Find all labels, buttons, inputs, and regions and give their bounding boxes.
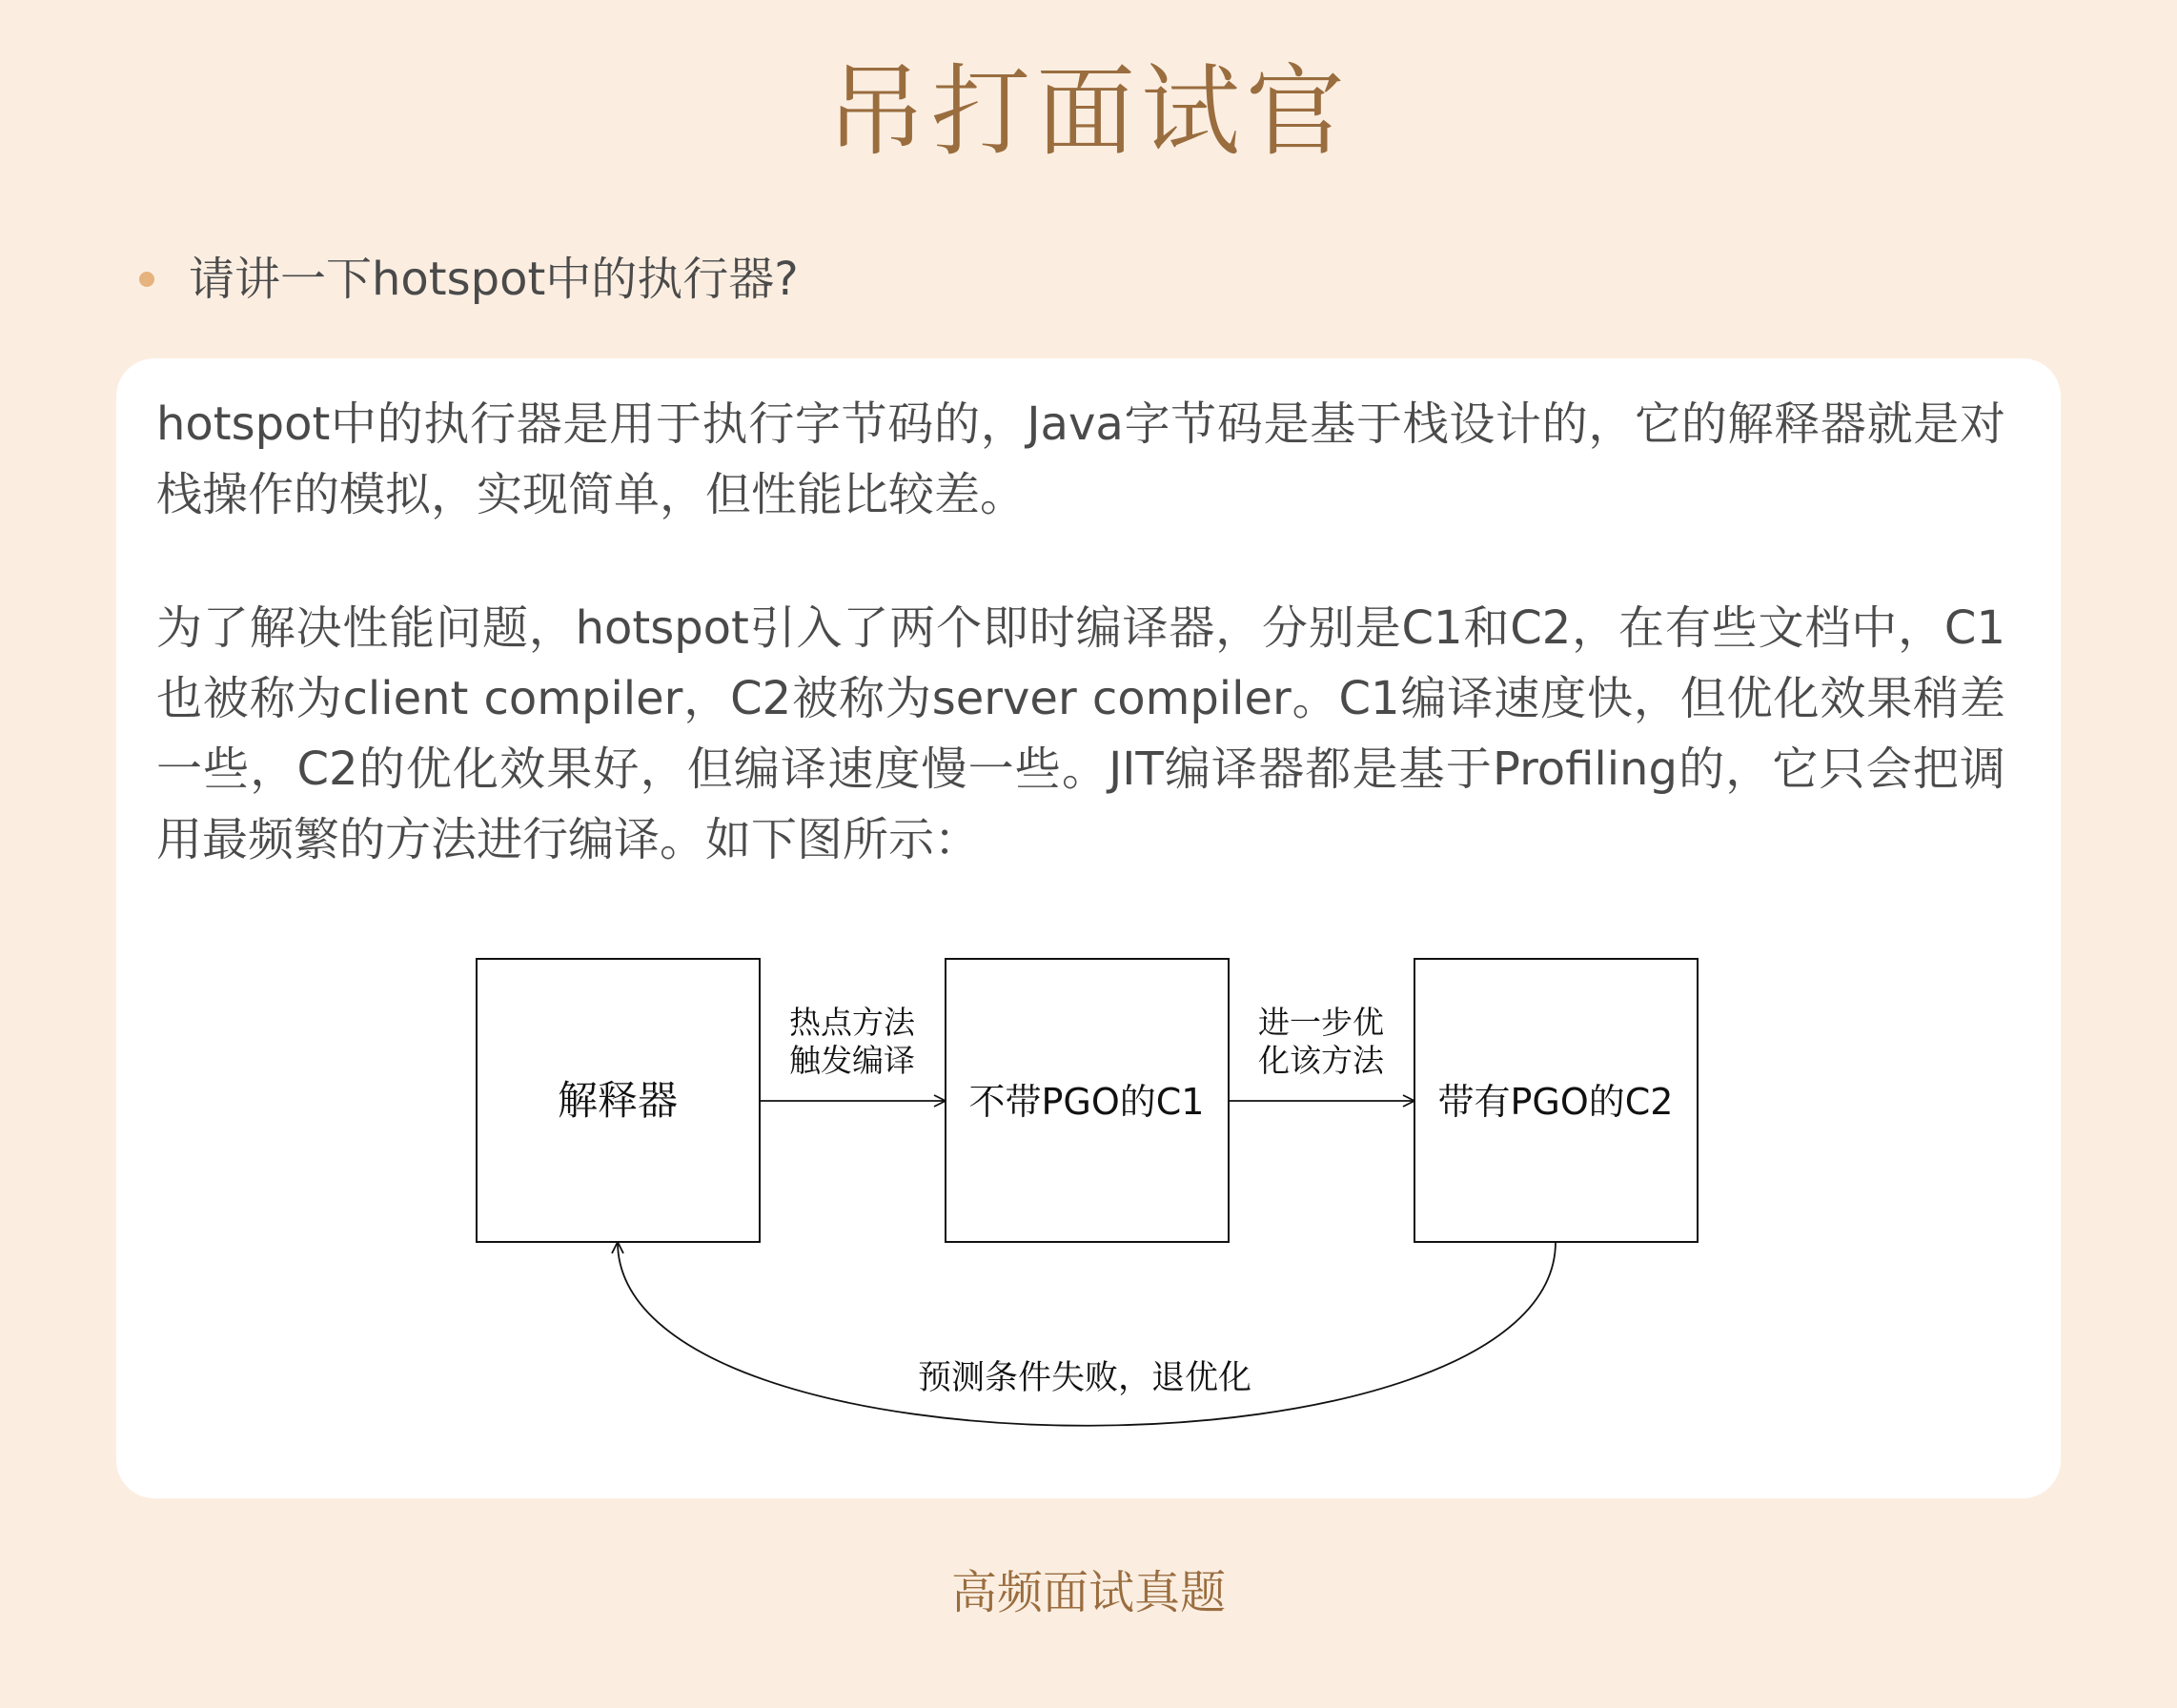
deoptimize-label: 预测条件失败，退优化 [917, 1359, 1252, 1397]
page-title: 吊打面试官 [825, 53, 1351, 170]
hot-method-label-1: 热点方法 [789, 1004, 915, 1041]
answer-paragraph-1: hotspot中的执行器是用于执行字节码的，Java字节码是基于栈设计的，它的解释器就是对栈操作的模拟，实现简单，但性能比较差。 [156, 397, 2005, 521]
further-optimize-label-1: 进一步优 [1258, 1004, 1384, 1041]
question-text: 请讲一下hotspot中的执行器? [189, 253, 799, 306]
c1-label: 不带PGO的C1 [968, 1081, 1205, 1123]
answer-paragraph-2: 为了解决性能问题，hotspot引入了两个即时编译器，分别是C1和C2，在有些文档中，C1也被称为client compiler，C2被称为server compiler。C1编译速度快，但优化效果稍差一些，C2的优化效果好，但编译速度慢一些。JIT编译器都是基于Profiling的，它只会把调用最频繁的方法进行编译。如下图所示： [156, 601, 2005, 866]
c2-label: 带有PGO的C2 [1437, 1081, 1674, 1123]
deoptimize-curve-arrow [618, 1242, 1556, 1426]
further-optimize-label-2: 化该方法 [1258, 1042, 1384, 1079]
interpreter-label: 解释器 [557, 1077, 679, 1124]
hot-method-label-2: 触发编译 [789, 1042, 915, 1079]
footer-caption: 高频面试真题 [950, 1566, 1226, 1619]
